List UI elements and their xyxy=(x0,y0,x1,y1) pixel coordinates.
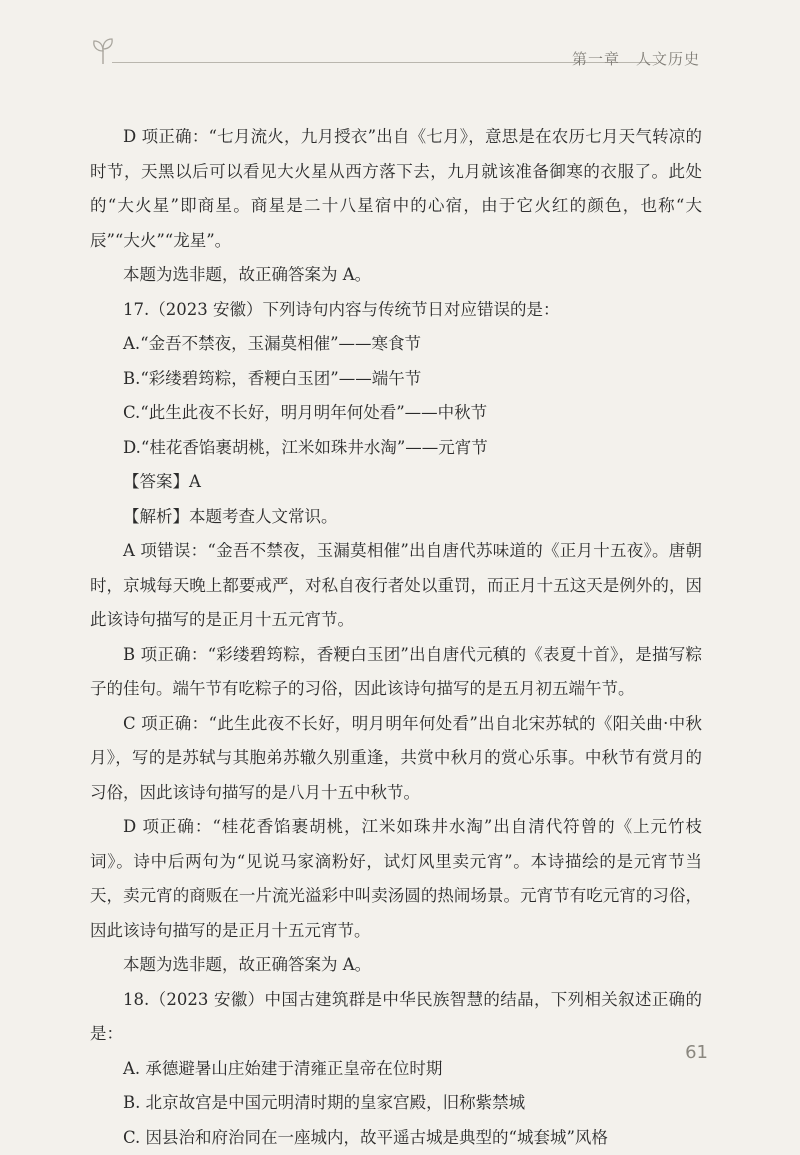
page-body xyxy=(90,120,702,1155)
option-18-c: C. 因县治和府治同在一座城内，故平遥古城是典型的“城套城”风格 xyxy=(90,1121,702,1155)
question-18: 18.（2023 安徽）中国古建筑群是中华民族智慧的结晶，下列相关叙述正确的是： xyxy=(90,983,702,1052)
page-header xyxy=(90,36,700,76)
chapter-title: 第一章 人文历史 xyxy=(572,48,700,69)
analysis-17-c: C 项正确：“此生此夜不长好，明月明年何处看”出自北宋苏轼的《阳关曲·中秋月》，写的是苏轼与其胞弟苏辙久别重逢，共赏中秋月的赏心乐事。中秋节有赏月的习俗，因此该诗句描写的是八月十五中秋节。 xyxy=(90,707,702,811)
page-number: 61 xyxy=(685,1042,708,1063)
analysis-17-b: B 项正确：“彩缕碧筠粽，香粳白玉团”出自唐代元稹的《表夏十首》，是描写粽子的佳句。端午节有吃粽子的习俗，因此该诗句描写的是五月初五端午节。 xyxy=(90,638,702,707)
answer-summary-16: 本题为选非题，故正确答案为 A。 xyxy=(90,258,702,293)
option-18-b: B. 北京故宫是中国元明清时期的皇家宫殿，旧称紫禁城 xyxy=(90,1086,702,1121)
option-17-a: A.“金吾不禁夜，玉漏莫相催”——寒食节 xyxy=(90,327,702,362)
answer-17: 【答案】A xyxy=(90,465,702,500)
analysis-17: 【解析】本题考查人文常识。 xyxy=(90,500,702,535)
analysis-17-d: D 项正确：“桂花香馅裹胡桃，江米如珠井水淘”出自清代符曾的《上元竹枝词》。诗中后两句为“见说马家滴粉好，试灯风里卖元宵”。本诗描绘的是元宵节当天，卖元宵的商贩在一片流光溢彩中叫卖汤圆的热闹场景。元宵节有吃元宵的习俗，因此该诗句描写的是正月十五元宵节。 xyxy=(90,810,702,948)
analysis-17-a: A 项错误：“金吾不禁夜，玉漏莫相催”出自唐代苏味道的《正月十五夜》。唐朝时，京城每天晚上都要戒严，对私自夜行者处以重罚，而正月十五这天是例外的，因此该诗句描写的是正月十五元宵节。 xyxy=(90,534,702,638)
option-17-c: C.“此生此夜不长好，明月明年何处看”——中秋节 xyxy=(90,396,702,431)
option-17-d: D.“桂花香馅裹胡桃，江米如珠井水淘”——元宵节 xyxy=(90,431,702,466)
option-17-b: B.“彩缕碧筠粽，香粳白玉团”——端午节 xyxy=(90,362,702,397)
option-18-a: A. 承德避暑山庄始建于清雍正皇帝在位时期 xyxy=(90,1052,702,1087)
question-17: 17.（2023 安徽）下列诗句内容与传统节日对应错误的是： xyxy=(90,293,702,328)
paragraph-d-explanation: D 项正确：“七月流火，九月授衣”出自《七月》，意思是在农历七月天气转凉的时节，天黑以后可以看见大火星从西方落下去，九月就该准备御寒的衣服了。此处的“大火星”即商星。商星是二十八星宿中的心宿，由于它火红的颜色，也称“大辰”“大火”“龙星”。 xyxy=(90,120,702,258)
answer-summary-17: 本题为选非题，故正确答案为 A。 xyxy=(90,948,702,983)
